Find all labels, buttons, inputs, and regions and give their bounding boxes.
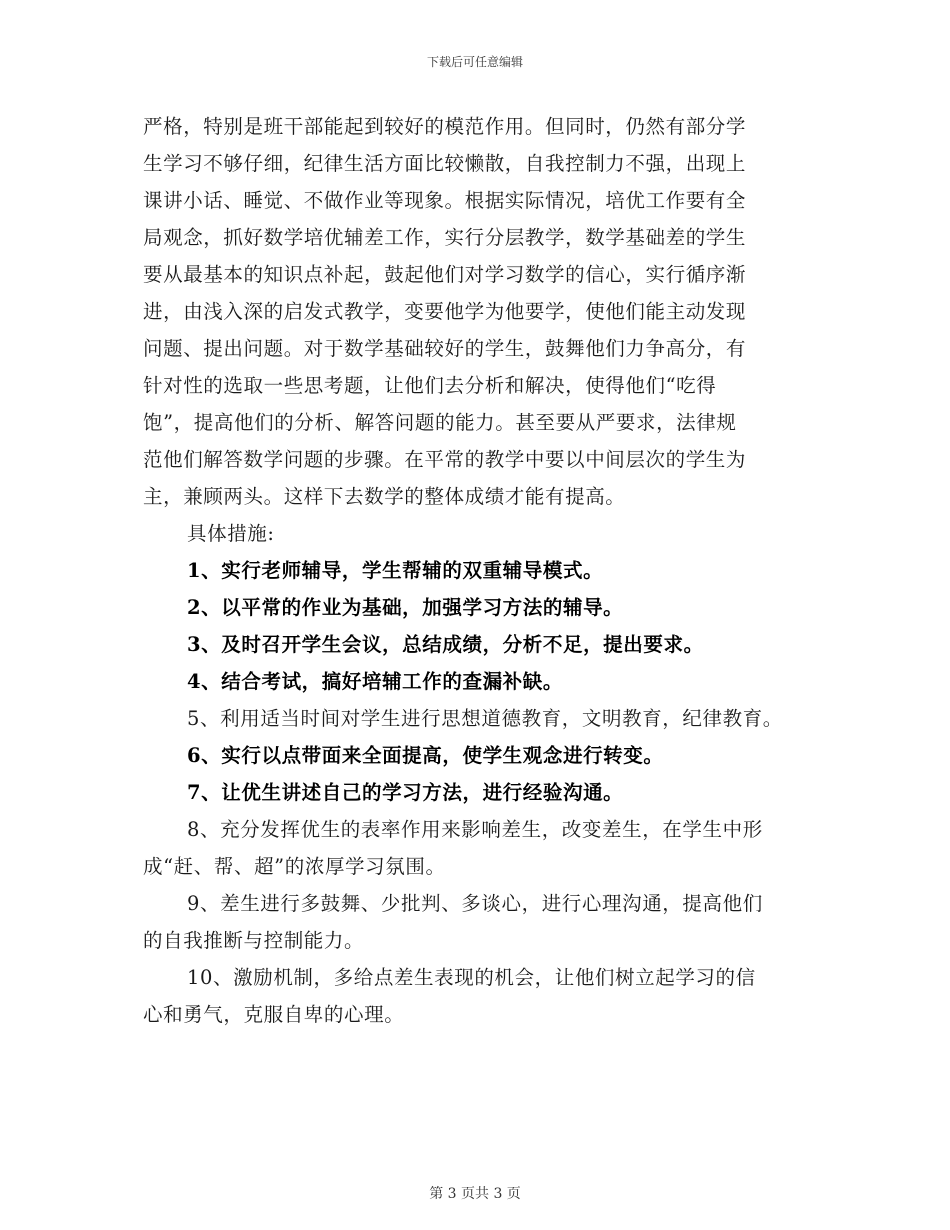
measure-item-3: 3、及时召开学生会议，总结成绩，分析不足，提出要求。 <box>187 633 704 656</box>
measure-item-10-cont: 心和勇气，克服自卑的心理。 <box>143 1003 405 1026</box>
body-line: 课讲小话、睡觉、不做作业等现象。根据实际情况，培优工作要有全 <box>143 189 747 212</box>
measure-item-9: 9、差生进行多鼓舞、少批判、多谈心，进行心理沟通，提高他们 <box>187 892 763 915</box>
body-line: 要从最基本的知识点补起，鼓起他们对学习数学的信心，实行循序渐 <box>143 263 747 286</box>
measure-item-1: 1、实行老师辅导，学生帮辅的双重辅导模式。 <box>187 559 604 582</box>
measure-item-2: 2、以平常的作业为基础，加强学习方法的辅导。 <box>187 596 624 619</box>
measures-heading: 具体措施: <box>187 522 275 545</box>
measure-item-5: 5、利用适当时间对学生进行思想道德教育，文明教育，纪律教育。 <box>187 707 783 730</box>
page-header: 下载后可任意编辑 <box>426 55 523 69</box>
body-line: 生学习不够仔细，纪律生活方面比较懒散，自我控制力不强，出现上 <box>143 152 747 175</box>
body-line: 进，由浅入深的启发式教学，变要他学为他要学，使他们能主动发现 <box>143 300 747 323</box>
body-line: 针对性的选取一些思考题，让他们去分析和解决，使得他们“吃得 <box>143 374 717 397</box>
body-line: 严格，特别是班干部能起到较好的模范作用。但同时，仍然有部分学 <box>143 115 747 138</box>
measure-item-10: 10、激励机制，多给点差生表现的机会，让他们树立起学习的信 <box>187 966 756 989</box>
measure-item-8: 8、充分发挥优生的表率作用来影响差生，改变差生，在学生中形 <box>187 818 763 841</box>
body-line: 范他们解答数学问题的步骤。在平常的教学中要以中间层次的学生为 <box>143 448 747 471</box>
body-line: 问题、提出问题。对于数学基础较好的学生，鼓舞他们力争高分，有 <box>143 337 747 360</box>
page-footer: 第 3 页共 3 页 <box>429 1186 521 1202</box>
measure-item-4: 4、结合考试，搞好培辅工作的查漏补缺。 <box>187 670 563 693</box>
measure-item-9-cont: 的自我推断与控制能力。 <box>143 929 365 952</box>
measure-item-7: 7、让优生讲述自己的学习方法，进行经验沟通。 <box>187 781 624 804</box>
measure-item-6: 6、实行以点带面来全面提高，使学生观念进行转变。 <box>187 744 664 767</box>
measure-item-8-cont: 成“赶、帮、超”的浓厚学习氛围。 <box>143 855 446 878</box>
body-line: 主，兼顾两头。这样下去数学的整体成绩才能有提高。 <box>143 485 626 508</box>
document-body <box>143 108 823 1033</box>
body-line: 局观念，抓好数学培优辅差工作，实行分层教学，数学基础差的学生 <box>143 226 747 249</box>
body-line: 饱”，提高他们的分析、解答问题的能力。甚至要从严要求，法律规 <box>143 411 737 434</box>
